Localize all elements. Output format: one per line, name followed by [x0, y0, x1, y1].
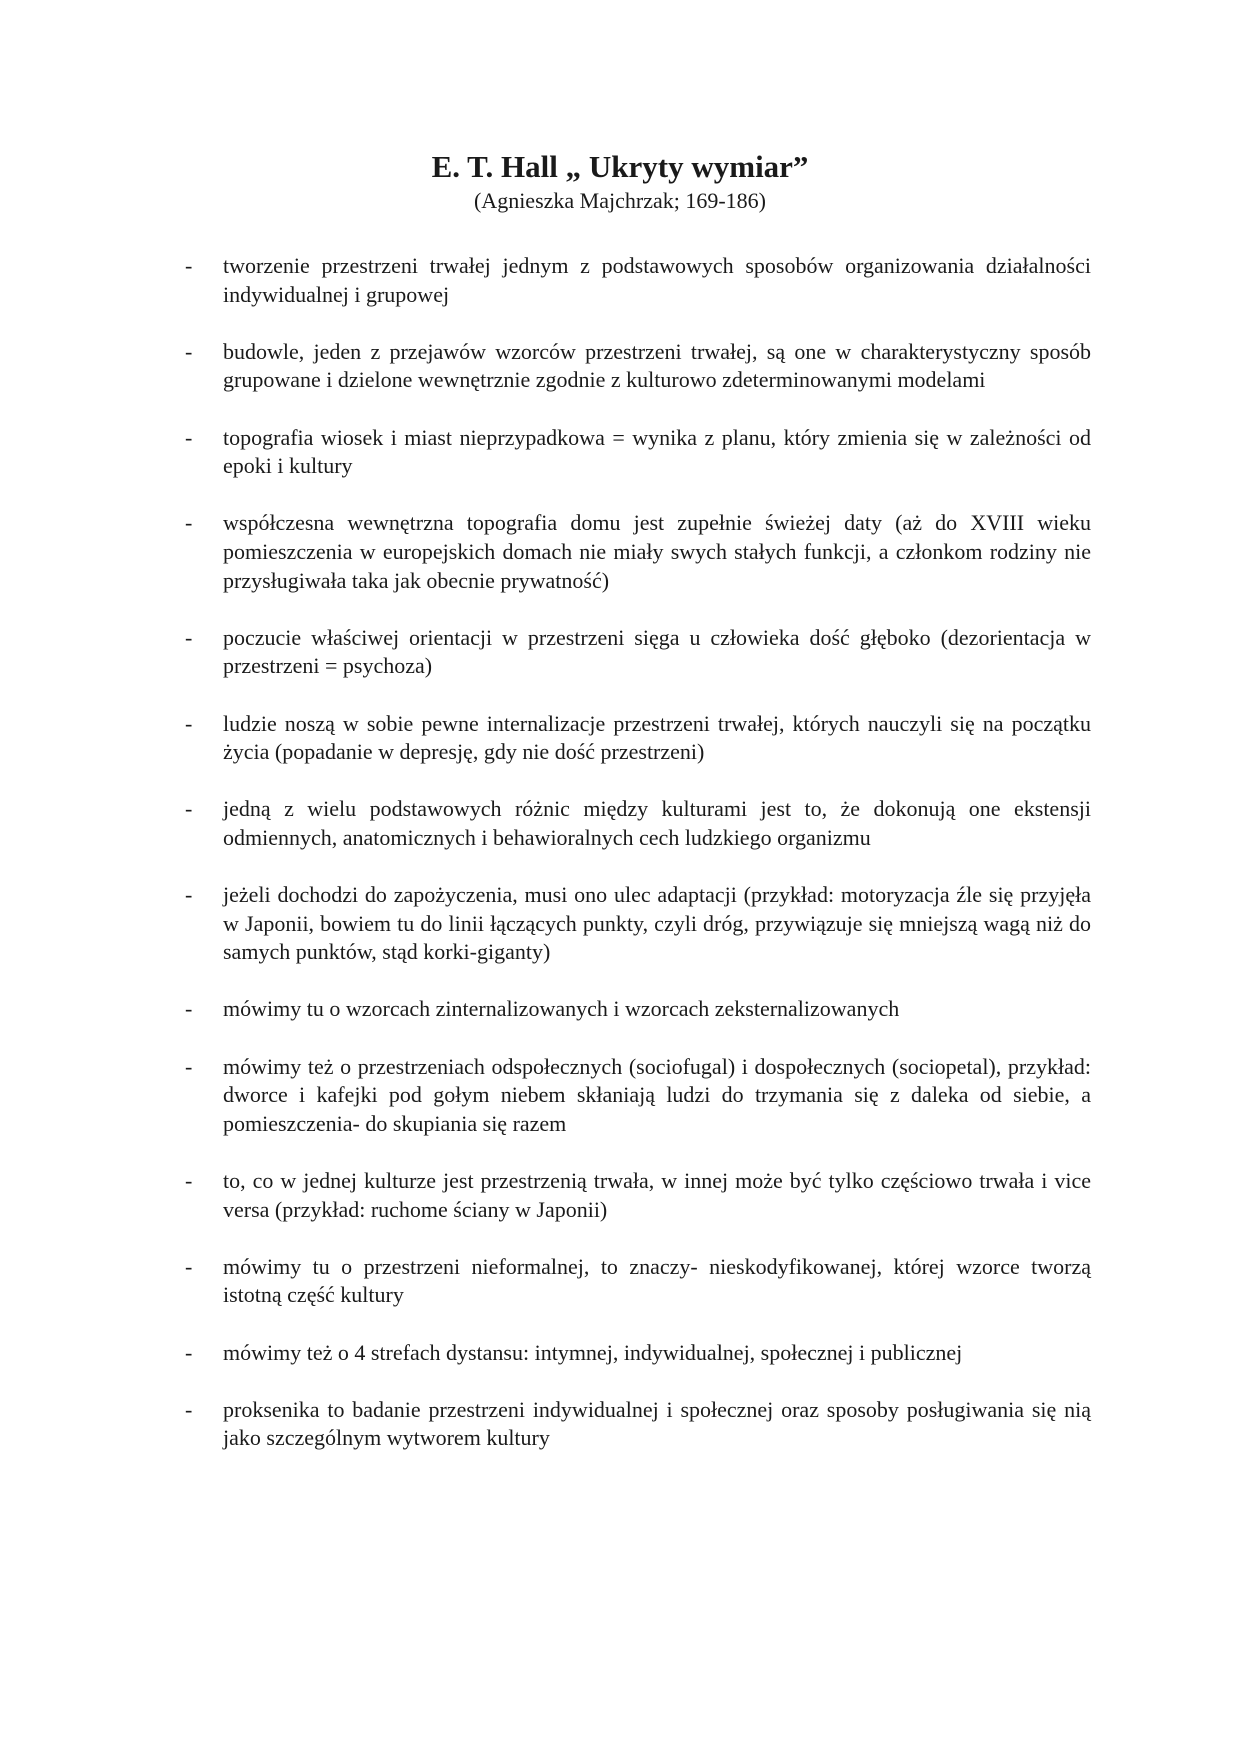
list-item-text: ludzie noszą w sobie pewne internalizacje przestrzeni trwałej, których nauczyli się na początku życia (popadanie w depresję, gdy nie dość przestrzeni) [223, 710, 1091, 765]
list-item-text: topografia wiosek i miast nieprzypadkowa = wynika z planu, który zmienia się w zależności od epoki i kultury [223, 424, 1091, 479]
list-item [0, 995, 1240, 1024]
bullet-dash: - [185, 338, 193, 364]
bullet-dash: - [185, 424, 193, 450]
bullet-list [0, 252, 1240, 1482]
list-item-text: jeżeli dochodzi do zapożyczenia, musi ono ulec adaptacji (przykład: motoryzacja źle się przyjęła w Japonii, bowiem tu do linii łączących punkty, czyli dróg, przywiązuje się mniejszą wagą niż do samych punktów, stąd korki-giganty) [223, 882, 1091, 965]
bullet-dash: - [185, 510, 193, 536]
list-item [0, 252, 1240, 309]
list-item [0, 1253, 1240, 1310]
list-item [0, 424, 1240, 481]
list-item-text: jedną z wielu podstawowych różnic między kulturami jest to, że dokonują one ekstensji odmiennych, anatomicznych i behawioralnych cech ludzkiego organizmu [223, 796, 1091, 850]
bullet-dash: - [185, 1253, 193, 1279]
bullet-dash: - [185, 882, 193, 908]
list-item [0, 1396, 1240, 1453]
bullet-dash: - [185, 710, 193, 736]
list-item [0, 795, 1240, 852]
page-subtitle: (Agnieszka Majchrzak; 169-186) [473, 188, 766, 213]
bullet-dash: - [185, 1396, 193, 1422]
list-item-text: poczucie właściwej orientacji w przestrzeni sięga u człowieka dość głęboko (dezorientacja w przestrzeni = psychoza) [223, 624, 1091, 679]
list-item [0, 1167, 1240, 1224]
bullet-dash: - [185, 1053, 193, 1079]
bullet-dash: - [185, 996, 193, 1022]
list-item-text: to, co w jednej kulturze jest przestrzenią trwała, w innej może być tylko częściowo trwała i vice versa (przykład: ruchome ściany w Japonii) [223, 1168, 1091, 1222]
list-item-text: mówimy też o 4 strefach dystansu: intymnej, indywidualnej, społecznej i publicznej [223, 1339, 963, 1365]
bullet-dash: - [185, 1168, 193, 1193]
list-item [0, 624, 1240, 681]
list-item [0, 1339, 1240, 1368]
page-title: E. T. Hall „ Ukryty wymiar” [431, 149, 809, 184]
list-item-text: proksenika to badanie przestrzeni indywidualnej i społecznej oraz sposoby posługiwania się nią jako szczególnym wytworem kultury [223, 1396, 1091, 1451]
list-item-text: mówimy też o przestrzeniach odspołecznych (sociofugal) i dospołecznych (sociopetal), przykład: dworce i kafejki pod gołym niebem skłaniają ludzi do trzymania się z daleka od siebie, a pomieszczenia- do skupiania się razem [223, 1053, 1091, 1136]
list-item-text: mówimy tu o wzorcach zinternalizowanych i wzorcach zeksternalizowanych [223, 996, 900, 1022]
list-item-text: budowle, jeden z przejawów wzorców przestrzeni trwałej, są one w charakterystyczny sposób grupowane i dzielone wewnętrznie zgodnie z kulturowo zdeterminowanymi modelami [223, 338, 1091, 393]
list-item [0, 509, 1240, 595]
list-item-text: mówimy tu o przestrzeni nieformalnej, to znaczy- nieskodyfikowanej, której wzorce tworzą istotną część kultury [223, 1253, 1091, 1308]
bullet-dash: - [185, 796, 193, 822]
list-item [0, 710, 1240, 767]
list-item [0, 1053, 1240, 1139]
bullet-dash: - [185, 624, 193, 650]
bullet-dash: - [185, 253, 193, 278]
list-item [0, 881, 1240, 967]
list-item [0, 338, 1240, 395]
bullet-dash: - [185, 1339, 193, 1365]
list-item-text: tworzenie przestrzeni trwałej jednym z podstawowych sposobów organizowania działalności indywidualnej i grupowej [223, 253, 1091, 307]
list-item-text: współczesna wewnętrzna topografia domu jest zupełnie świeżej daty (aż do XVIII wieku pomieszczenia w europejskich domach nie miały swych stałych funkcji, a członkom rodziny nie przysługiwała taka jak obecnie prywatność) [223, 510, 1091, 593]
